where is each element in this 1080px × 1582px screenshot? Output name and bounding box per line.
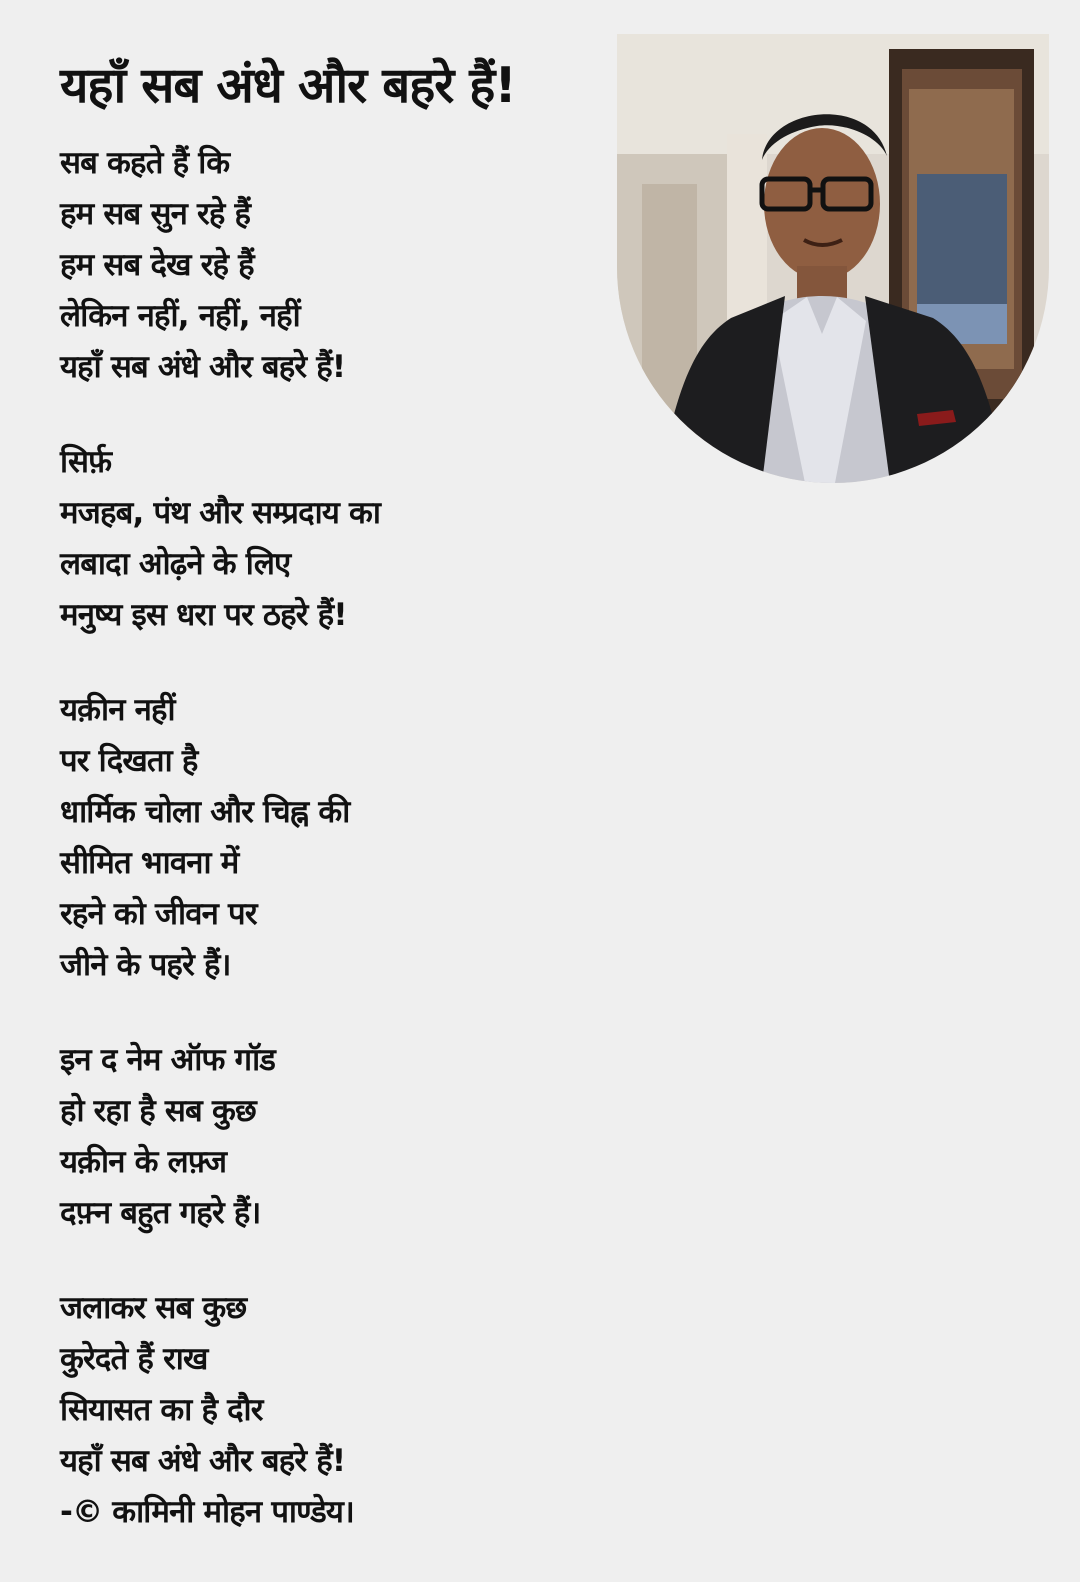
stanza	[60, 685, 620, 991]
poem-line: दफ़्न बहुत गहरे हैं।	[60, 1195, 261, 1231]
poem-line: यक़ीन नहीं	[60, 692, 175, 728]
poem-line: हम सब देख रहे हैं	[60, 247, 254, 283]
poem-line: जीने के पहरे हैं।	[60, 947, 231, 983]
poem-title: यहाँ सब अंधे और बहरे हैं!	[60, 57, 516, 114]
poem-line: यक़ीन के लफ़्ज	[60, 1144, 227, 1180]
poem-line: लेकिन नहीं, नहीं, नहीं	[60, 298, 300, 334]
poem-line: लबादा ओढ़ने के लिए	[60, 546, 291, 582]
author-signature: -© कामिनी मोहन पाण्डेय।	[60, 1494, 354, 1530]
poem-line: इन द नेम ऑफ गॉड	[60, 1042, 276, 1078]
poem-line: सीमित भावना में	[60, 845, 239, 881]
poem-line: सिर्फ़	[60, 444, 112, 480]
portrait-image	[617, 34, 1049, 483]
stanza	[60, 1035, 620, 1239]
poem-line: हो रहा है सब कुछ	[60, 1093, 256, 1129]
poem-line: हम सब सुन रहे हैं	[60, 196, 251, 232]
stanza	[60, 1283, 620, 1538]
poem-line: सियासत का है दौर	[60, 1392, 263, 1428]
poem-line: मजहब, पंथ और सम्प्रदाय का	[60, 495, 381, 531]
poem-line: सब कहते हैं कि	[60, 145, 230, 181]
poem-line: धार्मिक चोला और चिह्न की	[60, 794, 350, 830]
stanza	[60, 437, 620, 641]
poem-line: यहाँ सब अंधे और बहरे हैं!	[60, 349, 346, 385]
poem-line: रहने को जीवन पर	[60, 896, 257, 932]
poem-body	[60, 138, 620, 1582]
poem-line: जलाकर सब कुछ	[60, 1290, 247, 1326]
poem-line: कुरेदते हैं राख	[60, 1341, 208, 1377]
poem-line: यहाँ सब अंधे और बहरे हैं!	[60, 1443, 346, 1479]
poem-line: मनुष्य इस धरा पर ठहरे हैं!	[60, 597, 347, 633]
author-portrait	[617, 34, 1049, 483]
stanza	[60, 138, 620, 393]
poem-line: पर दिखता है	[60, 743, 198, 779]
